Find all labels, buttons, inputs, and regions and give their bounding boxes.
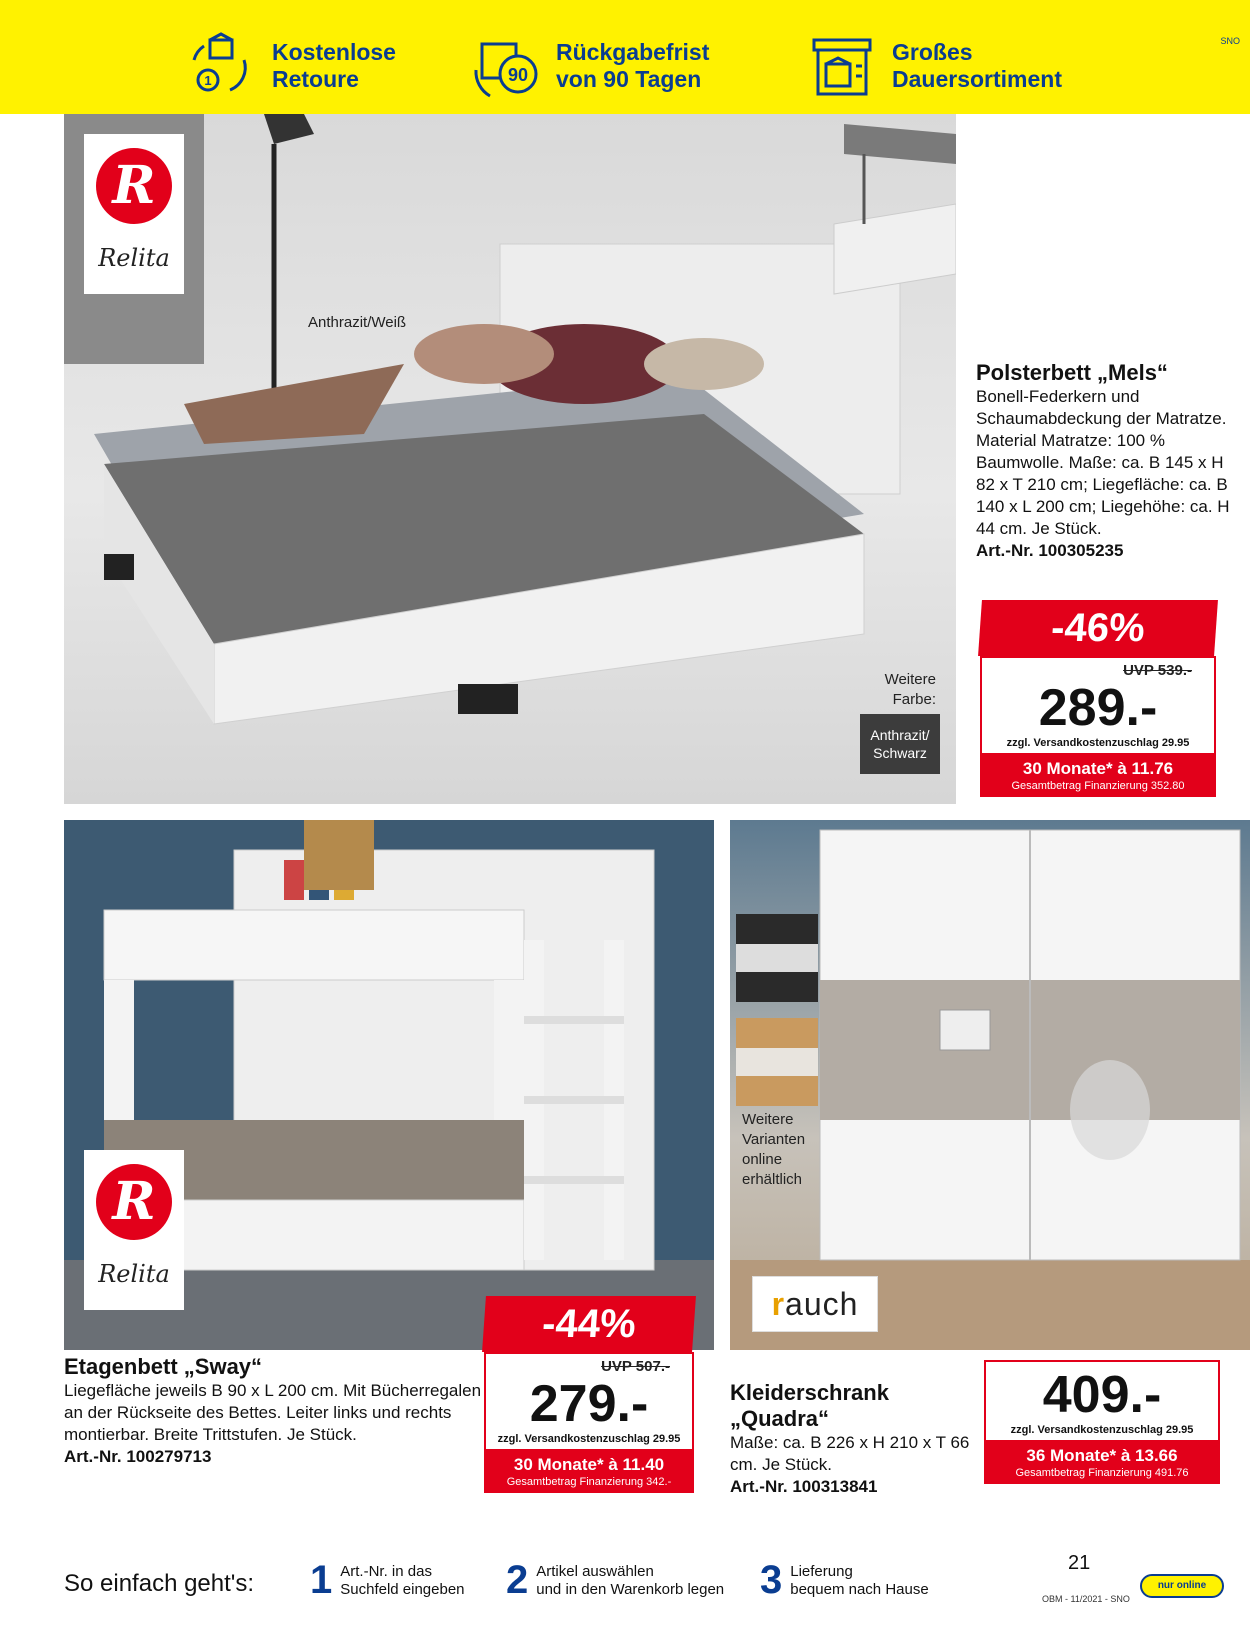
- price-box-mels: [980, 600, 1216, 797]
- bunkbed-sway-photo: [64, 820, 714, 1350]
- banner-assortment: [806, 30, 1062, 102]
- step-2: [506, 1558, 724, 1603]
- step-number: 3: [760, 1558, 783, 1602]
- uvp-price: UVP 539.-: [1123, 662, 1192, 679]
- wardrobe-quadra-photo: [730, 820, 1250, 1350]
- sale-price: 289.-: [1038, 679, 1158, 737]
- relita-wordmark: Relita: [98, 244, 170, 272]
- rauch-logo: rauch: [752, 1276, 878, 1332]
- shipping-note: zzgl. Versandkostenzuschlag 29.95: [1010, 1424, 1194, 1436]
- banner-item-line2: von 90 Tagen: [556, 66, 702, 92]
- shipping-note: zzgl. Versandkostenzuschlag 29.95: [1006, 737, 1190, 749]
- financing-total: Gesamtbetrag Finanzierung 342.-: [506, 1476, 672, 1488]
- discount-badge: -46%: [978, 600, 1218, 656]
- article-number: Art.-Nr. 100279713: [64, 1447, 212, 1466]
- warehouse-icon: [806, 30, 878, 102]
- product-quadra: [730, 1380, 970, 1498]
- step-line1: Art.-Nr. in das: [340, 1562, 432, 1580]
- step-line1: Lieferung: [790, 1562, 853, 1580]
- product-title: Polsterbett „Mels“: [976, 360, 1168, 385]
- relita-wordmark: Relita: [98, 1260, 170, 1288]
- box-90-icon: [470, 30, 542, 102]
- banner-item-line2: Retoure: [272, 66, 359, 92]
- product-title-line2: „Quadra“: [730, 1406, 830, 1431]
- banner-item-line1: Kostenlose: [272, 39, 396, 65]
- price-box-quadra: [984, 1360, 1220, 1484]
- article-number: Art.-Nr. 100305235: [976, 541, 1124, 560]
- product-description: Liegefläche jeweils B 90 x L 200 cm. Mit Bücherregalen an der Rückseite des Bettes. Leiter links und rechts montierbar. Breite Trittstufen. Je Stück.: [64, 1381, 482, 1444]
- step-1: [310, 1558, 465, 1603]
- product-title: Etagenbett „Sway“: [64, 1354, 263, 1379]
- more-colors-label: Weitere Farbe:: [884, 671, 936, 708]
- more-variants-label: Weitere Varianten online erhältlich: [742, 1111, 806, 1188]
- financing-total: Gesamtbetrag Finanzierung 491.76: [1015, 1467, 1189, 1479]
- uvp-price: UVP 507.-: [601, 1358, 670, 1375]
- step-line2: bequem nach Hause: [790, 1580, 929, 1598]
- financing-box: [484, 1451, 694, 1493]
- banner-item-line2: Dauersortiment: [892, 66, 1062, 92]
- step-number: 2: [506, 1558, 529, 1602]
- financing-box: [980, 755, 1216, 797]
- sale-price: 409.-: [1042, 1366, 1162, 1424]
- price-box-sway: [484, 1296, 694, 1493]
- step-line2: und in den Warenkorb legen: [536, 1580, 725, 1598]
- banner-return-period: [470, 30, 709, 102]
- edition-code: OBM - 11/2021 - SNO: [1042, 1594, 1130, 1604]
- banner-item-line1: Rückgabefrist: [556, 39, 710, 65]
- color-swatch-anthrazit-schwarz: Anthrazit/ Schwarz: [860, 714, 940, 774]
- article-number: Art.-Nr. 100313841: [730, 1477, 878, 1496]
- product-sway: [64, 1354, 484, 1468]
- shipping-note: zzgl. Versandkostenzuschlag 29.95: [497, 1433, 681, 1445]
- banner-item-line1: Großes: [892, 39, 973, 65]
- financing-rate: 36 Monate* à 13.66: [1026, 1446, 1178, 1465]
- step-number: 1: [310, 1558, 333, 1602]
- step-3: [760, 1558, 929, 1603]
- svg-text:90: 90: [507, 65, 529, 85]
- page-id: SNO: [1220, 36, 1240, 46]
- step-line1: Artikel auswählen: [536, 1562, 654, 1580]
- financing-rate: 30 Monate* à 11.40: [513, 1455, 665, 1474]
- so-einfach-heading: So einfach geht's:: [64, 1570, 255, 1597]
- financing-box: [984, 1442, 1220, 1484]
- banner-free-return: [186, 30, 396, 102]
- product-title-line1: Kleiderschrank: [730, 1380, 889, 1405]
- wardrobe-variants-thumbnails: [736, 914, 818, 1110]
- product-mels: [976, 360, 1236, 562]
- relita-logo: R Relita: [84, 134, 184, 294]
- bed-illustration: [64, 114, 956, 804]
- bed-color-label: Anthrazit/Weiß: [308, 314, 407, 331]
- top-banner: [0, 0, 1250, 114]
- bed-mels-photo: [64, 114, 956, 804]
- page-number: 21: [1068, 1552, 1091, 1574]
- storage-bed-inset: [824, 114, 956, 304]
- svg-text:1: 1: [204, 73, 212, 88]
- how-to-order-steps: [0, 1558, 1250, 1628]
- product-description: Bonell-Federkern und Schaumabdeckung der Matratze. Material Matratze: 100 % Baumwolle. Maße: ca. B 145 x H 82 x T 210 cm; Liegefläche: ca. B 140 x L 200 cm; Liegehöhe: ca. H 44 cm. Je Stück.: [976, 387, 1230, 538]
- box-return-icon: [186, 30, 258, 102]
- nur-online-button[interactable]: nur online: [1140, 1574, 1224, 1598]
- relita-logo: R Relita: [84, 1150, 184, 1310]
- product-description: Maße: ca. B 226 x H 210 x T 66 cm. Je Stück.: [730, 1433, 970, 1474]
- financing-rate: 30 Monate* à 11.76: [1022, 759, 1174, 778]
- step-line2: Suchfeld eingeben: [340, 1580, 465, 1598]
- sale-price: 279.-: [529, 1375, 649, 1433]
- financing-total: Gesamtbetrag Finanzierung 352.80: [1011, 780, 1185, 792]
- discount-badge: -44%: [482, 1296, 696, 1352]
